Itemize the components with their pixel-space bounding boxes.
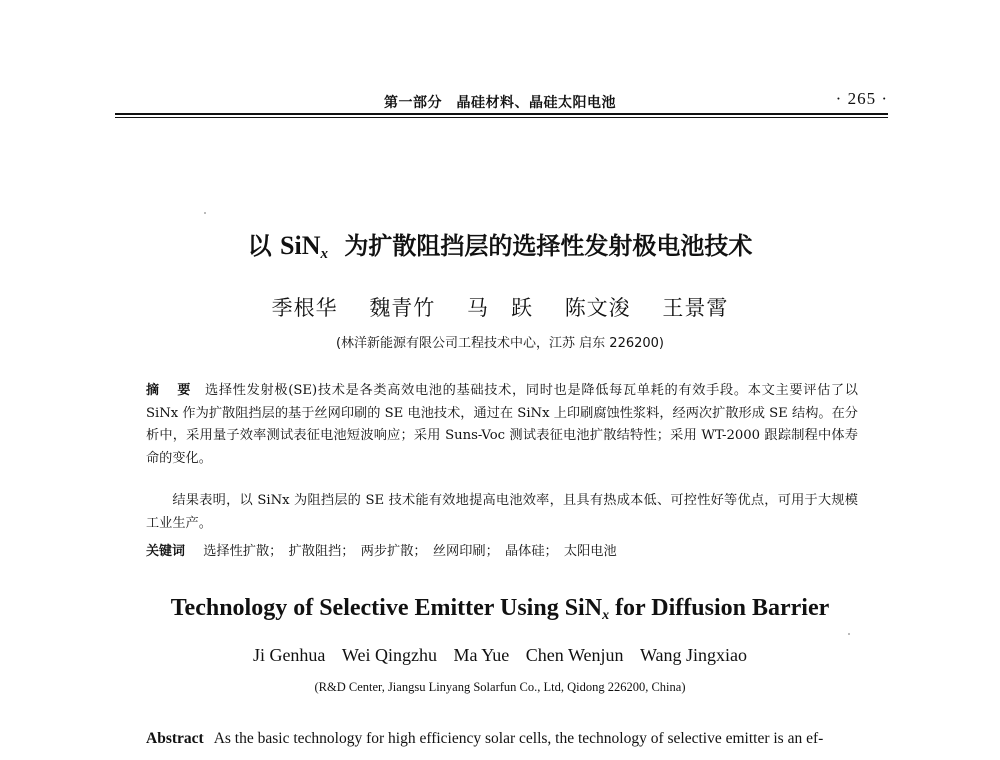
abstract-en	[146, 730, 866, 748]
author-cn: 魏青竹	[369, 296, 436, 320]
paper-title-en	[0, 595, 1000, 624]
title-en-formula: SiN	[564, 595, 603, 621]
abstract-cn-text-1: 选择性发射极(SE)技术是各类高效电池的基础技术，同时也是降低每瓦单耗的有效手段。本文主要评估了以 SiNx 作为扩散阻挡层的基于丝网印刷的 SE 电池技术，通过在 SiNx 上印刷腐蚀性浆料，经两次扩散形成 SE 结构。在分析中，采用量子效率测试表征电池短波响应；采用 Suns-Voc 测试表征电池扩散结特性；采用 WT-2000 跟踪制程中体寿命的变化。	[146, 383, 858, 466]
page-number: · 265 ·	[835, 89, 888, 108]
author-cn: 季根华	[271, 296, 338, 320]
abstract-cn-paragraph-1	[146, 380, 858, 470]
keyword-item: 两步扩散；	[360, 544, 427, 559]
keywords-cn-label: 关键词	[146, 544, 186, 559]
affiliation-en: (R&D Center, Jiangsu Linyang Solarfun Co., Ltd, Qidong 226200, China)	[314, 680, 686, 694]
keywords-cn	[146, 541, 858, 564]
authors-cn	[0, 292, 1000, 322]
author-cn: 陈文浚	[564, 296, 631, 320]
author-en: Ji Genhua	[252, 645, 326, 665]
author-en: Chen Wenjun	[525, 645, 624, 665]
title-en-prefix: Technology of Selective Emitter Using	[170, 595, 559, 621]
keyword-item: 丝网印刷；	[432, 544, 499, 559]
title-en-formula-sub: x	[602, 608, 610, 623]
header-rule-thick	[115, 113, 888, 115]
author-cn: 王景霄	[662, 296, 729, 320]
author-en: Wang Jingxiao	[640, 645, 748, 665]
abstract-cn-label: 摘 要	[146, 383, 194, 398]
keyword-item: 晶体硅；	[504, 544, 558, 559]
author-cn: 马 跃	[467, 296, 533, 320]
abstract-cn-paragraph-2: 结果表明，以 SiNx 为阻挡层的 SE 技术能有效地提高电池效率，且具有热成本低、可控性好等优点，可用于大规模工业生产。	[146, 493, 858, 531]
abstract-en-text: As the basic technology for high efficiency solar cells, the technology of selective emitter is an ef-	[213, 730, 824, 747]
authors-en	[0, 645, 1000, 666]
title-cn-formula: SiN	[280, 231, 321, 260]
affiliation-cn: (林洋新能源有限公司工程技术中心，江苏 启东 226200)	[335, 336, 665, 351]
title-cn-suffix: 为扩散阻挡层的选择性发射极电池技术	[344, 232, 753, 260]
header-rule-thin	[115, 117, 888, 118]
author-en: Ma Yue	[453, 645, 510, 665]
paper-title-cn	[0, 226, 1000, 263]
keyword-item: 扩散阻挡；	[288, 544, 355, 559]
keyword-item: 选择性扩散；	[203, 544, 283, 559]
title-cn-prefix: 以	[247, 232, 272, 260]
abstract-en-label: Abstract	[146, 730, 204, 747]
scan-speck	[204, 212, 206, 214]
scan-speck	[848, 633, 850, 635]
author-en: Wei Qingzhu	[341, 645, 437, 665]
running-header-section: 第一部分 晶硅材料、晶硅太阳电池	[384, 95, 616, 111]
title-en-suffix: for Diffusion Barrier	[615, 595, 830, 621]
title-cn-formula-sub: x	[320, 246, 328, 262]
keyword-item: 太阳电池	[563, 544, 617, 559]
